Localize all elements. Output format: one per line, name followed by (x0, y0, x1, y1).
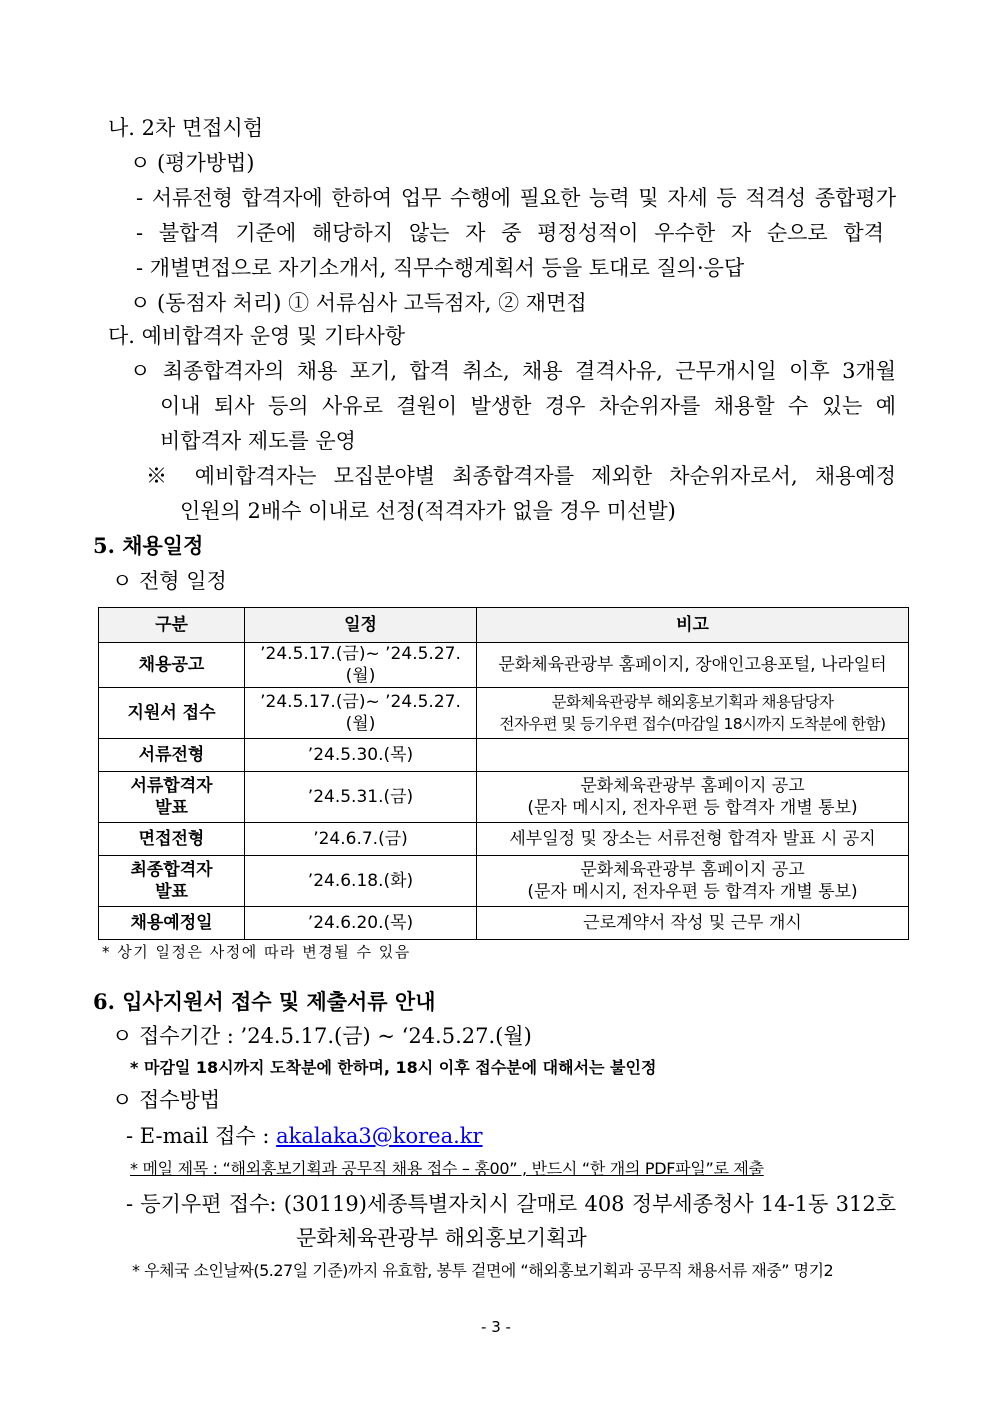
section-6-title: 6. 입사지원서 접수 및 제출서류 안내 (93, 989, 436, 1014)
tie-break-rule: ㅇ (동점자 처리) ① 서류심사 고득점자, ② 재면접 (130, 291, 587, 315)
eval-item-3: - 개별면접으로 자기소개서, 직무수행계획서 등을 토대로 질의·응답 (136, 256, 745, 280)
header-date: 일정 (245, 608, 477, 643)
deadline-note: * 마감일 18시까지 도착분에 한하며, 18시 이후 접수분에 대해서는 불인정 (130, 1058, 657, 1077)
header-stage: 구분 (99, 608, 245, 643)
schedule-table (98, 607, 909, 940)
reserve-para-line-3: 비합격자 제도를 운영 (160, 429, 356, 453)
row-date: ’24.6.7.(금) (245, 823, 477, 856)
row-date: ’24.6.20.(목) (245, 907, 477, 940)
row-stage: 채용공고 (99, 643, 245, 688)
row-date: ’24.5.31.(금) (245, 772, 477, 823)
table-row (99, 739, 909, 772)
row-note (477, 739, 909, 772)
table-header-row (99, 608, 909, 643)
section-5-title: 5. 채용일정 (93, 533, 204, 558)
section-da-title: 다. 예비합격자 운영 및 기타사항 (108, 324, 406, 348)
row-stage: 면접전형 (99, 823, 245, 856)
table-row (99, 772, 909, 823)
table-row (99, 643, 909, 688)
row-stage: 서류합격자 발표 (99, 772, 245, 823)
row-date: ’24.5.30.(목) (245, 739, 477, 772)
row-stage: 지원서 접수 (99, 688, 245, 739)
row-note: 문화체육관광부 해외홍보기획과 채용담당자 전자우편 및 등기우편 접수(마감일 18시까지 도착분에 한함) (477, 688, 909, 739)
eval-method-label: ㅇ (평가방법) (130, 151, 255, 175)
row-note: 문화체육관광부 홈페이지 공고 (문자 메시지, 전자우편 등 합격자 개별 통보) (477, 772, 909, 823)
row-stage: 최종합격자 발표 (99, 856, 245, 907)
row-date: ’24.5.17.(금)~ ’24.5.27.(월) (245, 643, 477, 688)
eval-item-2: - 불합격 기준에 해당하지 않는 자 중 평정성적이 우수한 자 순으로 합격 (136, 221, 884, 245)
post-submission-line-2: 문화체육관광부 해외홍보기획과 (296, 1226, 587, 1250)
post-submission-line-1: - 등기우편 접수: (30119)세종특별자치시 갈매로 408 정부세종청사 14-1동 312호 (126, 1192, 896, 1216)
eval-item-1: - 서류전형 합격자에 한하여 업무 수행에 필요한 능력 및 자세 등 적격성 종합평가 (136, 186, 896, 210)
reserve-para-line-1: ㅇ 최종합격자의 채용 포기, 합격 취소, 채용 결격사유, 근무개시일 이후 3개월 (130, 359, 896, 383)
schedule-footnote: * 상기 일정은 사정에 따라 변경될 수 있음 (102, 943, 411, 961)
email-link[interactable]: akalaka3@korea.kr (276, 1124, 483, 1148)
table-row (99, 688, 909, 739)
application-method: ㅇ 접수방법 (112, 1088, 221, 1112)
row-note: 세부일정 및 장소는 서류전형 합격자 발표 시 공지 (477, 823, 909, 856)
schedule-subtitle: ㅇ 전형 일정 (112, 569, 227, 593)
email-submission (126, 1120, 483, 1152)
row-note: 근로계약서 작성 및 근무 개시 (477, 907, 909, 940)
mail-subject-note: * 메일 제목 : “해외홍보기획과 공무직 채용 접수 – 홍00” , 반드시 “한 개의 PDF파일”로 제출 (130, 1159, 764, 1178)
table-row (99, 856, 909, 907)
row-note: 문화체육관광부 홈페이지 공고 (문자 메시지, 전자우편 등 합격자 개별 통보) (477, 856, 909, 907)
table-row (99, 823, 909, 856)
postmark-note: * 우체국 소인날짜(5.27일 기준)까지 유효함, 봉투 겉면에 “해외홍보기획과 공무직 채용서류 재중” 명기2 (132, 1261, 834, 1280)
table-row (99, 907, 909, 940)
row-stage: 채용예정일 (99, 907, 245, 940)
page-number: - 3 - (481, 1318, 511, 1336)
row-stage: 서류전형 (99, 739, 245, 772)
application-period: ㅇ 접수기간 : ’24.5.17.(금) ~ ‘24.5.27.(월) (112, 1024, 532, 1048)
reserve-para-line-2: 이내 퇴사 등의 사유로 결원이 발생한 경우 차순위자를 채용할 수 있는 예 (160, 394, 896, 418)
row-note: 문화체육관광부 홈페이지, 장애인고용포털, 나라일터 (477, 643, 909, 688)
row-date: ’24.5.17.(금)~ ’24.5.27.(월) (245, 688, 477, 739)
email-label: - E-mail 접수 : (126, 1124, 270, 1148)
reserve-note-line-1: ※ 예비합격자는 모집분야별 최종합격자를 제외한 차순위자로서, 채용예정 (146, 464, 896, 488)
section-na-title: 나. 2차 면접시험 (108, 116, 264, 140)
header-note: 비고 (477, 608, 909, 643)
row-date: ’24.6.18.(화) (245, 856, 477, 907)
reserve-note-line-2: 인원의 2배수 이내로 선정(적격자가 없을 경우 미선발) (180, 499, 676, 523)
